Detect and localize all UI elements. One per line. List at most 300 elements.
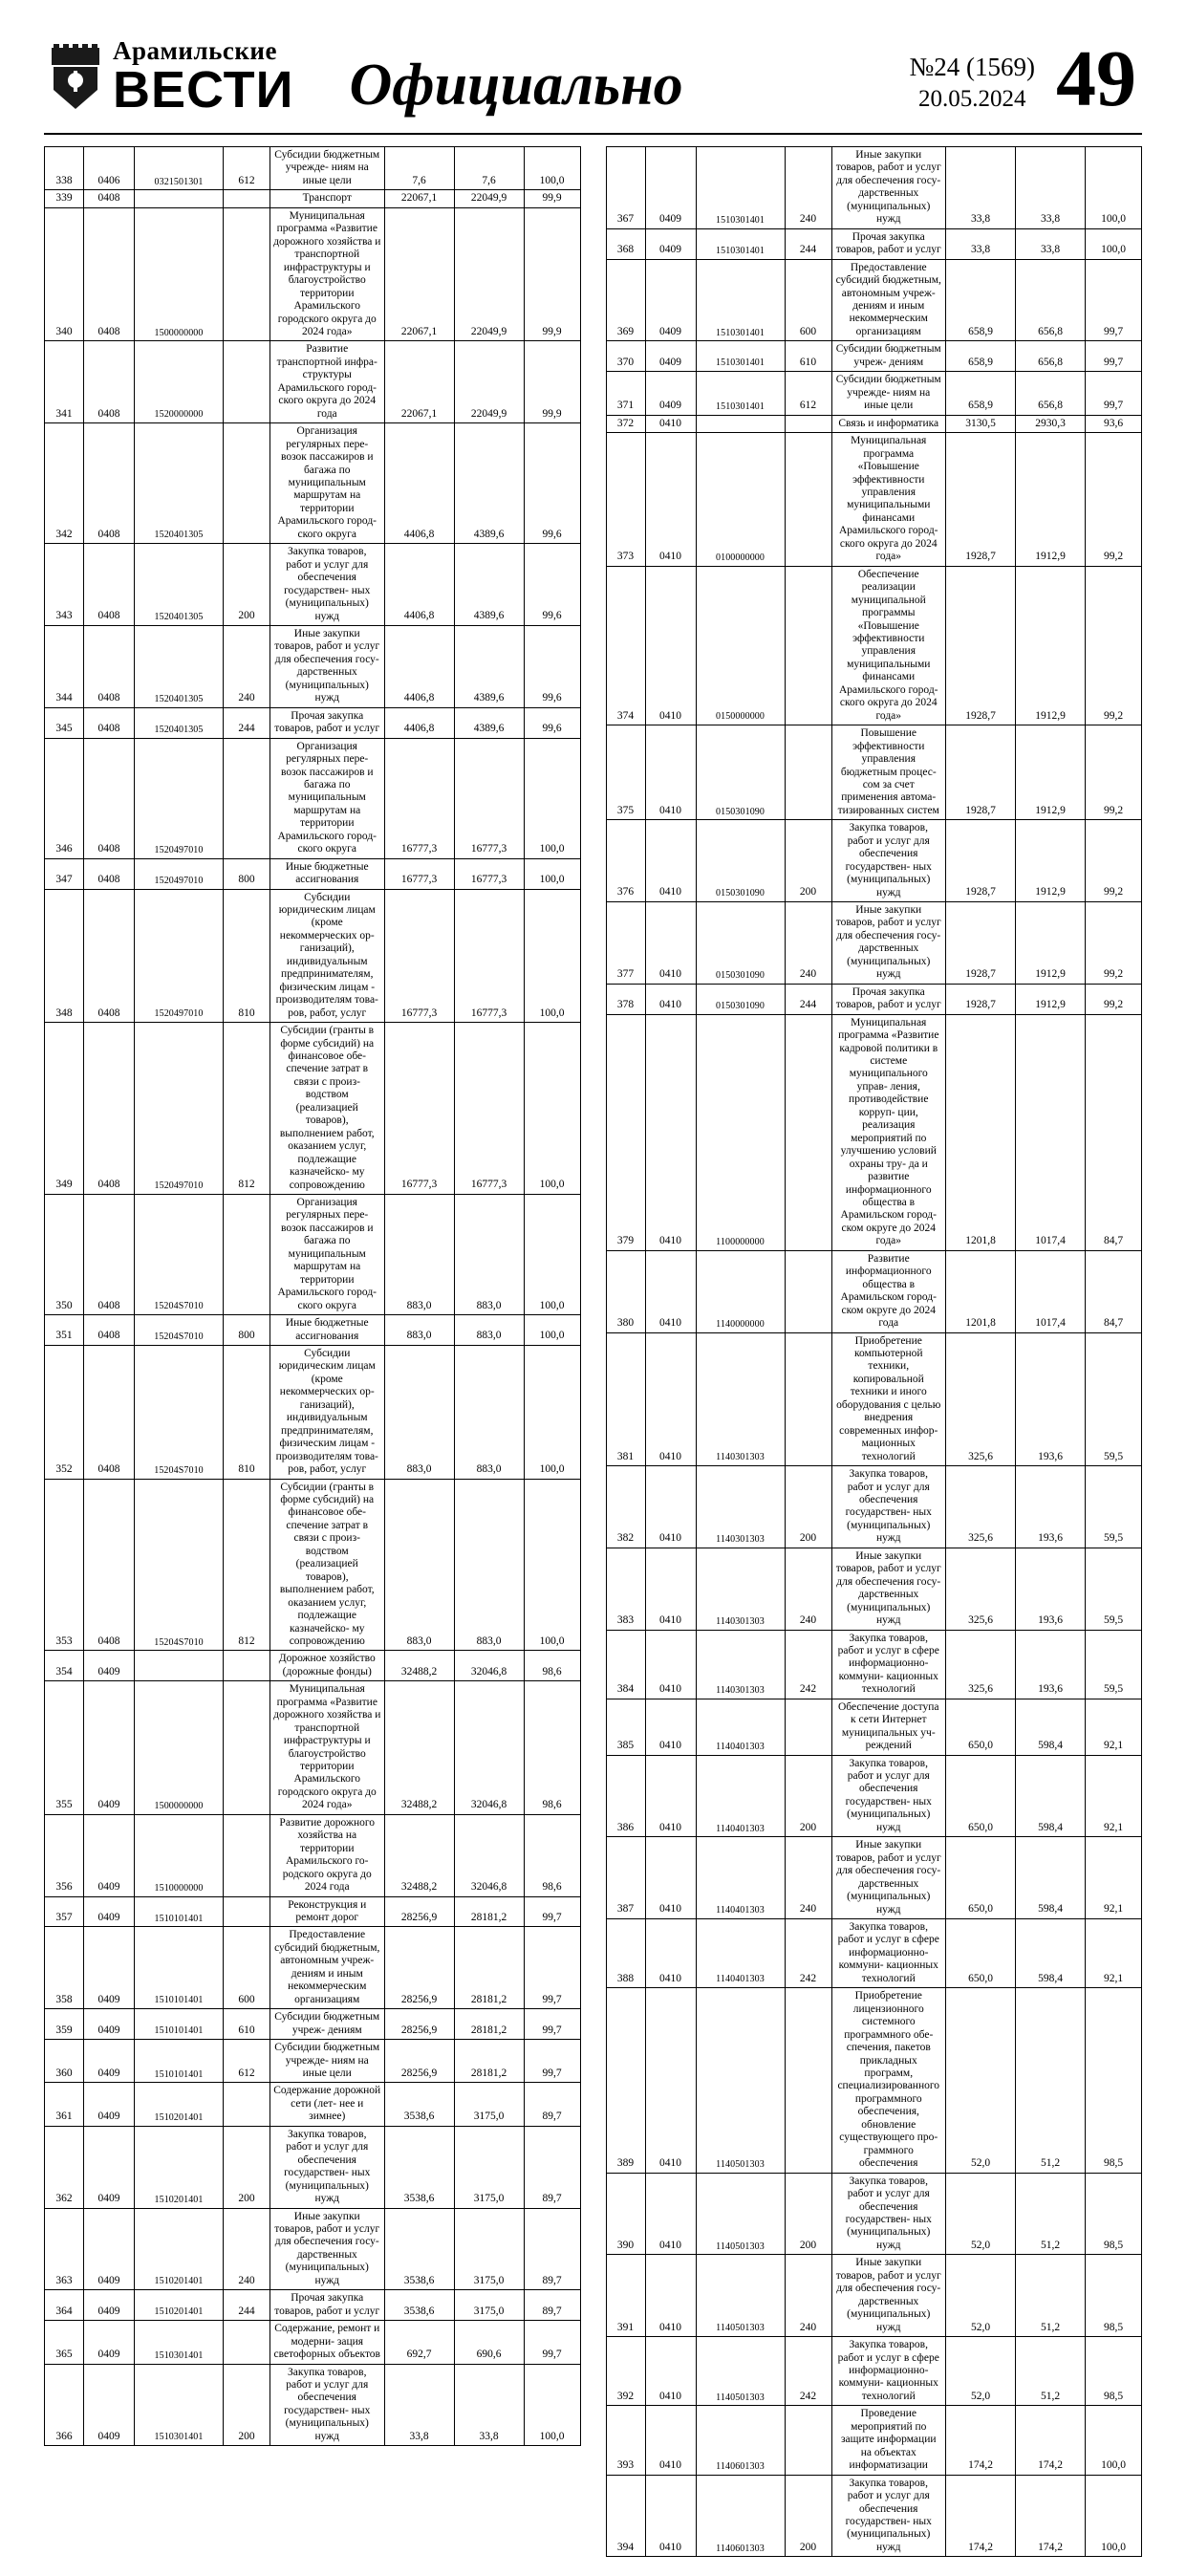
row-target-code: 1140601303	[696, 2475, 785, 2557]
row-percent-value: 100,0	[524, 1315, 580, 1346]
row-percent-value: 99,7	[1086, 372, 1142, 415]
row-target-code: 1140501303	[696, 2337, 785, 2406]
row-percent-value: 92,1	[1086, 1837, 1142, 1919]
row-section-code: 0409	[84, 1814, 135, 1896]
row-number: 381	[606, 1332, 645, 1466]
row-plan-value: 325,6	[946, 1548, 1016, 1630]
row-section-code: 0409	[84, 2126, 135, 2208]
row-expense-type: 600	[224, 1927, 270, 2009]
row-target-code: 1140501303	[696, 2255, 785, 2337]
row-fact-value: 598,4	[1016, 1919, 1086, 1988]
row-expense-type: 244	[785, 984, 831, 1014]
row-number: 376	[606, 820, 645, 902]
row-name: Прочая закупка товаров, работ и услуг	[831, 228, 946, 259]
row-name: Муниципальная программа «Повышение эффективности управления муниципальными финансами Арамильского город- ского округа до 2024 года»	[831, 433, 946, 567]
row-percent-value: 99,6	[524, 707, 580, 738]
row-target-code: 1510301401	[696, 228, 785, 259]
row-plan-value: 883,0	[384, 1345, 454, 1479]
table-row	[606, 566, 1142, 725]
table-row	[45, 707, 581, 738]
row-name: Развитие информационного общества в Арамильском город- ском округе до 2024 года	[831, 1250, 946, 1332]
row-name: Закупка товаров, работ и услуг для обеспечения государствен- ных (муниципальных) нужд	[270, 2126, 385, 2208]
row-fact-value: 4389,6	[454, 707, 524, 738]
row-number: 340	[45, 207, 84, 341]
row-percent-value: 100,0	[1086, 2406, 1142, 2475]
row-expense-type	[224, 1681, 270, 1815]
row-section-code: 0410	[645, 902, 696, 985]
row-expense-type	[785, 415, 831, 433]
row-percent-value: 99,2	[1086, 566, 1142, 725]
row-target-code: 1100000000	[696, 1014, 785, 1250]
row-fact-value: 1912,9	[1016, 566, 1086, 725]
row-plan-value: 883,0	[384, 1195, 454, 1315]
row-section-code: 0408	[84, 889, 135, 1023]
row-target-code: 15204S7010	[135, 1479, 224, 1651]
row-fact-value: 22049,9	[454, 190, 524, 208]
row-number: 369	[606, 259, 645, 341]
row-fact-value: 1017,4	[1016, 1250, 1086, 1332]
row-fact-value: 16777,3	[454, 1023, 524, 1195]
row-section-code: 0406	[84, 147, 135, 190]
row-target-code: 1510301401	[696, 147, 785, 229]
row-number: 349	[45, 1023, 84, 1195]
table-row	[606, 1466, 1142, 1548]
table-row	[45, 544, 581, 626]
row-expense-type	[785, 1699, 831, 1755]
table-row	[606, 372, 1142, 415]
row-target-code: 1510201401	[135, 2290, 224, 2321]
row-fact-value: 28181,2	[454, 2040, 524, 2083]
row-expense-type	[785, 725, 831, 820]
row-target-code: 1510201401	[135, 2083, 224, 2126]
row-expense-type: 200	[224, 544, 270, 626]
row-percent-value: 89,7	[524, 2290, 580, 2321]
row-number: 374	[606, 566, 645, 725]
row-percent-value: 100,0	[1086, 147, 1142, 229]
row-plan-value: 650,0	[946, 1699, 1016, 1755]
row-section-code: 0410	[645, 1466, 696, 1548]
row-fact-value: 193,6	[1016, 1466, 1086, 1548]
row-name: Приобретение компьютерной техники, копировальной техники и иного оборудования с целью внедрения современных инфор- мационных технологий	[831, 1332, 946, 1466]
row-target-code	[135, 1651, 224, 1681]
row-plan-value: 658,9	[946, 259, 1016, 341]
row-target-code: 1520401305	[135, 625, 224, 707]
row-section-code: 0409	[645, 228, 696, 259]
row-expense-type: 200	[785, 2475, 831, 2557]
row-plan-value: 28256,9	[384, 1927, 454, 2009]
row-fact-value: 1912,9	[1016, 820, 1086, 902]
row-number: 377	[606, 902, 645, 985]
row-percent-value: 93,6	[1086, 415, 1142, 433]
row-expense-type: 200	[224, 2126, 270, 2208]
row-number: 360	[45, 2040, 84, 2083]
row-plan-value: 52,0	[946, 1988, 1016, 2173]
row-number: 353	[45, 1479, 84, 1651]
row-number: 356	[45, 1814, 84, 1896]
row-section-code: 0409	[84, 2040, 135, 2083]
row-target-code: 1510301401	[696, 341, 785, 372]
row-fact-value: 656,8	[1016, 372, 1086, 415]
row-percent-value: 98,5	[1086, 2173, 1142, 2255]
brand-name-top: Арамильские	[113, 36, 277, 65]
row-plan-value: 3538,6	[384, 2208, 454, 2290]
row-number: 382	[606, 1466, 645, 1548]
table-row	[45, 2208, 581, 2290]
row-name: Субсидии бюджетным учрежде- ниям на иные цели	[270, 2040, 385, 2083]
row-number: 358	[45, 1927, 84, 2009]
row-target-code: 1510000000	[135, 1814, 224, 1896]
row-name: Транспорт	[270, 190, 385, 208]
table-row	[45, 207, 581, 341]
row-percent-value: 100,0	[524, 1023, 580, 1195]
row-plan-value: 52,0	[946, 2337, 1016, 2406]
row-expense-type	[224, 423, 270, 544]
row-expense-type: 810	[224, 1345, 270, 1479]
row-section-code: 0408	[84, 1479, 135, 1651]
row-percent-value: 100,0	[524, 1195, 580, 1315]
row-number: 384	[606, 1630, 645, 1699]
table-row	[606, 2337, 1142, 2406]
row-target-code: 1140301303	[696, 1548, 785, 1630]
row-name: Приобретение лицензионного системного программного обе- спечения, пакетов прикладных программ, специализированного программного обеспечения, обновление существующего про- граммного обеспечения	[831, 1988, 946, 2173]
row-expense-type	[224, 1896, 270, 1927]
row-number: 390	[606, 2173, 645, 2255]
row-section-code: 0408	[84, 1195, 135, 1315]
row-plan-value: 883,0	[384, 1479, 454, 1651]
row-percent-value: 92,1	[1086, 1919, 1142, 1988]
row-number: 351	[45, 1315, 84, 1346]
row-section-code: 0408	[84, 707, 135, 738]
row-section-code: 0409	[84, 1896, 135, 1927]
row-number: 345	[45, 707, 84, 738]
row-percent-value: 99,9	[524, 207, 580, 341]
table-row	[606, 1988, 1142, 2173]
row-target-code: 0150000000	[696, 566, 785, 725]
row-plan-value: 32488,2	[384, 1814, 454, 1896]
content-columns	[44, 146, 1142, 2557]
row-target-code: 1510301401	[696, 372, 785, 415]
row-number: 372	[606, 415, 645, 433]
row-section-code: 0408	[84, 1345, 135, 1479]
row-target-code: 0321501301	[135, 147, 224, 190]
row-fact-value: 7,6	[454, 147, 524, 190]
row-number: 348	[45, 889, 84, 1023]
row-percent-value: 98,6	[524, 1651, 580, 1681]
row-section-code: 0410	[645, 1250, 696, 1332]
row-plan-value: 28256,9	[384, 1896, 454, 1927]
row-expense-type: 200	[785, 1755, 831, 1837]
row-plan-value: 174,2	[946, 2475, 1016, 2557]
table-row	[45, 738, 581, 858]
row-plan-value: 7,6	[384, 147, 454, 190]
row-fact-value: 1017,4	[1016, 1014, 1086, 1250]
row-fact-value: 16777,3	[454, 858, 524, 889]
row-expense-type: 240	[785, 1837, 831, 1919]
table-row	[606, 415, 1142, 433]
row-percent-value: 100,0	[524, 1479, 580, 1651]
row-fact-value: 193,6	[1016, 1630, 1086, 1699]
row-fact-value: 3175,0	[454, 2208, 524, 2290]
row-name: Иные закупки товаров, работ и услуг для обеспечения госу- дарственных (муниципальных) нужд	[831, 2255, 946, 2337]
row-fact-value: 4389,6	[454, 544, 524, 626]
row-percent-value: 99,7	[524, 1896, 580, 1927]
row-name: Закупка товаров, работ и услуг для обеспечения государствен- ных (муниципальных) нужд	[831, 1755, 946, 1837]
row-target-code: 1500000000	[135, 207, 224, 341]
row-fact-value: 656,8	[1016, 259, 1086, 341]
row-fact-value: 1912,9	[1016, 902, 1086, 985]
row-target-code: 0150301090	[696, 725, 785, 820]
issue-info	[910, 38, 1036, 114]
row-expense-type: 600	[785, 259, 831, 341]
row-section-code: 0409	[645, 341, 696, 372]
row-expense-type: 240	[785, 1548, 831, 1630]
table-row	[606, 820, 1142, 902]
issue-number: №24 (1569)	[909, 53, 1035, 81]
row-percent-value: 99,6	[524, 423, 580, 544]
table-row	[45, 1651, 581, 1681]
row-number: 375	[606, 725, 645, 820]
row-percent-value: 100,0	[524, 889, 580, 1023]
row-plan-value: 325,6	[946, 1332, 1016, 1466]
row-plan-value: 4406,8	[384, 625, 454, 707]
row-expense-type	[224, 2321, 270, 2364]
row-plan-value: 22067,1	[384, 341, 454, 423]
row-fact-value: 883,0	[454, 1195, 524, 1315]
row-percent-value: 92,1	[1086, 1755, 1142, 1837]
row-name: Закупка товаров, работ и услуг для обеспечения государствен- ных (муниципальных) нужд	[831, 2475, 946, 2557]
row-plan-value: 28256,9	[384, 2009, 454, 2040]
row-name: Прочая закупка товаров, работ и услуг	[270, 707, 385, 738]
row-fact-value: 51,2	[1016, 2337, 1086, 2406]
row-name: Иные закупки товаров, работ и услуг для обеспечения госу- дарственных (муниципальных) нужд	[831, 147, 946, 229]
row-expense-type: 244	[224, 2290, 270, 2321]
row-name: Организация регулярных пере- возок пассажиров и багажа по муниципальным маршрутам на территории Арамильского город- ского округа	[270, 738, 385, 858]
row-plan-value: 325,6	[946, 1630, 1016, 1699]
row-percent-value: 99,9	[524, 341, 580, 423]
row-number: 387	[606, 1837, 645, 1919]
row-section-code: 0409	[84, 1681, 135, 1815]
row-plan-value: 32488,2	[384, 1681, 454, 1815]
row-number: 343	[45, 544, 84, 626]
budget-table-right	[606, 146, 1143, 2557]
row-plan-value: 22067,1	[384, 207, 454, 341]
row-section-code: 0410	[645, 2173, 696, 2255]
row-fact-value: 32046,8	[454, 1681, 524, 1815]
row-percent-value: 98,5	[1086, 2255, 1142, 2337]
row-section-code: 0410	[645, 2337, 696, 2406]
row-plan-value: 1928,7	[946, 902, 1016, 985]
row-fact-value: 32046,8	[454, 1814, 524, 1896]
row-name: Обеспечение реализации муниципальной программы «Повышение эффективности управления муниципальными финансами Арамильского город- ского округа до 2024 года»	[831, 566, 946, 725]
row-target-code: 1520497010	[135, 858, 224, 889]
row-target-code: 1140401303	[696, 1919, 785, 1988]
row-expense-type: 200	[785, 1466, 831, 1548]
coat-of-arms-icon	[50, 42, 101, 111]
table-row	[606, 725, 1142, 820]
row-number: 344	[45, 625, 84, 707]
row-fact-value: 28181,2	[454, 1896, 524, 1927]
row-percent-value: 100,0	[524, 1345, 580, 1479]
row-expense-type	[224, 2083, 270, 2126]
row-percent-value: 92,1	[1086, 1699, 1142, 1755]
row-name: Реконструкция и ремонт дорог	[270, 1896, 385, 1927]
row-percent-value: 99,6	[524, 544, 580, 626]
row-percent-value: 84,7	[1086, 1014, 1142, 1250]
issue-date: 20.05.2024	[918, 85, 1026, 112]
row-plan-value: 4406,8	[384, 423, 454, 544]
row-number: 362	[45, 2126, 84, 2208]
row-fact-value: 33,8	[1016, 147, 1086, 229]
row-number: 339	[45, 190, 84, 208]
row-fact-value: 4389,6	[454, 625, 524, 707]
row-percent-value: 59,5	[1086, 1548, 1142, 1630]
row-percent-value: 98,6	[524, 1814, 580, 1896]
row-expense-type: 240	[224, 2208, 270, 2290]
row-name: Субсидии бюджетным учреж- дениям	[270, 2009, 385, 2040]
row-target-code: 1520497010	[135, 1023, 224, 1195]
row-name: Организация регулярных пере- возок пассажиров и багажа по муниципальным маршрутам на территории Арамильского город- ского округа	[270, 1195, 385, 1315]
row-fact-value: 656,8	[1016, 341, 1086, 372]
table-row	[606, 1014, 1142, 1250]
row-percent-value: 99,2	[1086, 984, 1142, 1014]
row-name: Иные бюджетные ассигнования	[270, 1315, 385, 1346]
row-plan-value: 650,0	[946, 1755, 1016, 1837]
row-number: 373	[606, 433, 645, 567]
row-name: Дорожное хозяйство (дорожные фонды)	[270, 1651, 385, 1681]
row-name: Муниципальная программа «Развитие дорожного хозяйства и транспортной инфраструктуры и благоустройство территории Арамильского городского округа до 2024 года»	[270, 1681, 385, 1815]
table-row	[45, 341, 581, 423]
row-section-code: 0410	[645, 1755, 696, 1837]
row-number: 392	[606, 2337, 645, 2406]
row-section-code: 0409	[84, 2208, 135, 2290]
table-row	[606, 341, 1142, 372]
row-name: Проведение мероприятий по защите информации на объектах информатизации	[831, 2406, 946, 2475]
row-number: 341	[45, 341, 84, 423]
table-row	[45, 1681, 581, 1815]
row-name: Закупка товаров, работ и услуг для обеспечения государствен- ных (муниципальных) нужд	[270, 2364, 385, 2446]
row-target-code: 1510301401	[135, 2364, 224, 2446]
row-fact-value: 22049,9	[454, 341, 524, 423]
row-section-code: 0408	[84, 625, 135, 707]
row-percent-value: 99,9	[524, 190, 580, 208]
row-fact-value: 33,8	[1016, 228, 1086, 259]
row-target-code: 1520401305	[135, 423, 224, 544]
row-fact-value: 28181,2	[454, 2009, 524, 2040]
row-number: 346	[45, 738, 84, 858]
row-expense-type: 612	[785, 372, 831, 415]
row-number: 383	[606, 1548, 645, 1630]
row-section-code: 0408	[84, 544, 135, 626]
row-name: Иные закупки товаров, работ и услуг для обеспечения госу- дарственных (муниципальных) нужд	[270, 625, 385, 707]
row-section-code: 0410	[645, 1988, 696, 2173]
row-plan-value: 1928,7	[946, 820, 1016, 902]
row-plan-value: 33,8	[384, 2364, 454, 2446]
row-section-code: 0410	[645, 1014, 696, 1250]
table-row	[606, 1837, 1142, 1919]
row-fact-value: 690,6	[454, 2321, 524, 2364]
row-expense-type	[224, 207, 270, 341]
page-title: Официально	[349, 53, 683, 118]
row-section-code: 0410	[645, 415, 696, 433]
row-plan-value: 16777,3	[384, 1023, 454, 1195]
row-name: Содержание дорожной сети (лет- нее и зимнее)	[270, 2083, 385, 2126]
row-fact-value: 598,4	[1016, 1837, 1086, 1919]
row-number: 354	[45, 1651, 84, 1681]
brand-text	[113, 36, 294, 119]
row-target-code: 0150301090	[696, 902, 785, 985]
row-name: Предоставление субсидий бюджетным, автономным учреж- дениям и иным некоммерческим организациям	[270, 1927, 385, 2009]
row-target-code: 1510101401	[135, 1927, 224, 2009]
row-name: Субсидии (гранты в форме субсидий) на финансовое обе- спечение затрат в связи с произ- водством (реализацией товаров), выполнением работ, оказанием услуг, подлежащие казначейско- му сопровождению	[270, 1023, 385, 1195]
row-expense-type	[224, 1814, 270, 1896]
table-row	[606, 2475, 1142, 2557]
row-section-code: 0410	[645, 820, 696, 902]
table-row	[45, 2126, 581, 2208]
row-fact-value: 51,2	[1016, 1988, 1086, 2173]
table-row	[606, 1548, 1142, 1630]
row-number: 365	[45, 2321, 84, 2364]
page-number: 49	[1056, 34, 1136, 123]
row-expense-type: 240	[785, 147, 831, 229]
row-fact-value: 51,2	[1016, 2255, 1086, 2337]
row-plan-value: 33,8	[946, 147, 1016, 229]
row-expense-type	[785, 1250, 831, 1332]
row-section-code: 0410	[645, 433, 696, 567]
brand	[50, 36, 294, 119]
table-row	[45, 2009, 581, 2040]
row-section-code: 0410	[645, 1332, 696, 1466]
row-name: Закупка товаров, работ и услуг в сфере информационно-коммуни- кационных технологий	[831, 2337, 946, 2406]
row-expense-type: 242	[785, 1630, 831, 1699]
row-fact-value: 3175,0	[454, 2126, 524, 2208]
row-percent-value: 59,5	[1086, 1466, 1142, 1548]
row-plan-value: 3538,6	[384, 2083, 454, 2126]
row-section-code: 0410	[645, 1837, 696, 1919]
row-percent-value: 99,7	[1086, 341, 1142, 372]
row-target-code: 15204S7010	[135, 1315, 224, 1346]
row-fact-value: 883,0	[454, 1479, 524, 1651]
table-row	[45, 889, 581, 1023]
table-row	[45, 1023, 581, 1195]
row-expense-type: 240	[224, 625, 270, 707]
row-target-code: 1520401305	[135, 544, 224, 626]
row-fact-value: 174,2	[1016, 2475, 1086, 2557]
row-target-code: 1510101401	[135, 1896, 224, 1927]
row-target-code	[135, 190, 224, 208]
row-number: 389	[606, 1988, 645, 2173]
row-section-code: 0409	[84, 2321, 135, 2364]
table-row	[45, 1814, 581, 1896]
table-row	[606, 1699, 1142, 1755]
row-name: Муниципальная программа «Развитие кадровой политики в системе муниципального управ- ления, противодействие корруп- ции, реализация мероприятий по улучшению условий охраны тру- да и развитие информационного общества в Арамильском город- ском округе до 2024 года»	[831, 1014, 946, 1250]
row-section-code: 0409	[645, 147, 696, 229]
row-plan-value: 658,9	[946, 341, 1016, 372]
row-name: Субсидии юридическим лицам (кроме некоммерческих ор- ганизаций), индивидуальным предпринимателям, физическим лицам - производителям това- ров, работ, услуг	[270, 1345, 385, 1479]
row-section-code: 0409	[645, 259, 696, 341]
table-row	[45, 190, 581, 208]
row-target-code	[696, 415, 785, 433]
row-name: Иные закупки товаров, работ и услуг для обеспечения госу- дарственных (муниципальных) нужд	[831, 1548, 946, 1630]
table-row	[45, 2083, 581, 2126]
row-expense-type: 812	[224, 1023, 270, 1195]
row-plan-value: 52,0	[946, 2255, 1016, 2337]
table-row	[45, 1315, 581, 1346]
row-fact-value: 883,0	[454, 1315, 524, 1346]
row-expense-type	[224, 341, 270, 423]
row-percent-value: 84,7	[1086, 1250, 1142, 1332]
row-plan-value: 883,0	[384, 1315, 454, 1346]
row-section-code: 0410	[645, 1630, 696, 1699]
